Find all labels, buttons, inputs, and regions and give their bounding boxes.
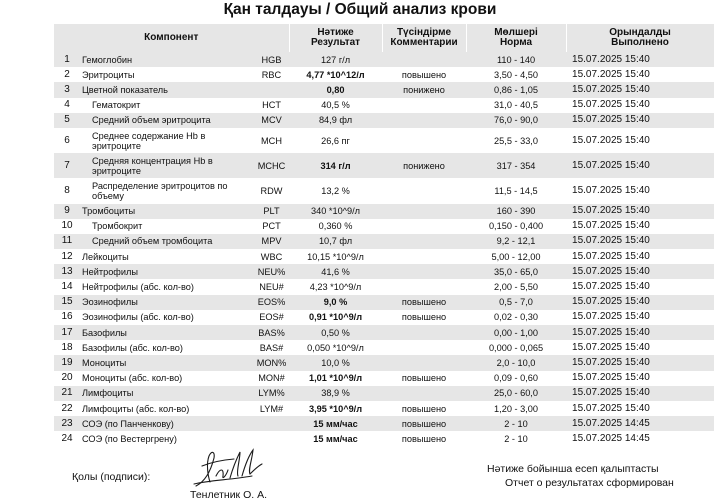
result-value: 1,01 *10^9/л: [308, 373, 363, 384]
comment: понижено: [382, 153, 466, 178]
done-date: 15.07.2025 14:45: [572, 432, 650, 444]
results-table: [54, 24, 715, 447]
row-number: 7: [54, 153, 80, 178]
component-code: MON%: [254, 355, 289, 370]
comment: [382, 340, 466, 355]
table-row: [54, 340, 714, 355]
result-value: 10,0 %: [289, 355, 382, 370]
done-date: 15.07.2025 15:40: [572, 372, 650, 384]
norm-range: 35,0 - 65,0: [466, 264, 566, 279]
result-value: 127 г/л: [289, 52, 382, 67]
component-name: Моноциты (абс. кол-во): [82, 373, 183, 384]
row-number: 8: [64, 184, 70, 196]
component-code: MCV: [254, 113, 289, 128]
row-number: 19: [54, 355, 80, 370]
row-number: 11: [54, 234, 80, 249]
norm-range: 31,0 - 40,5: [494, 100, 538, 111]
component-code: NEU#: [259, 282, 284, 293]
norm-range: 2 - 10: [504, 433, 528, 444]
norm-range: 0,150 - 0,400: [488, 221, 544, 232]
comment: [382, 113, 466, 128]
comment: [382, 279, 466, 294]
table-row: [54, 178, 714, 203]
norm-range: 9,2 - 12,1: [466, 234, 566, 249]
report-footer-kz: Нәтиже бойынша есеп қалыптасты: [487, 463, 659, 475]
comment: [382, 178, 466, 203]
row-number: 3: [54, 82, 80, 97]
header-done-kz: Орындалды: [609, 27, 671, 38]
done-date: 15.07.2025 15:40: [566, 204, 714, 219]
done-date: 15.07.2025 15:40: [566, 295, 714, 310]
component-name: Средняя концентрация Hb в эритроците: [80, 153, 254, 178]
table-row: [54, 325, 714, 340]
comment: [382, 98, 466, 113]
table-row: [54, 153, 714, 178]
norm-range: 1,20 - 3,00: [494, 403, 538, 414]
norm-range: 0,86 - 1,05: [466, 82, 566, 97]
component-name: Средний объем эритроцита: [80, 113, 254, 128]
comment: повышено: [401, 433, 447, 444]
done-date: 15.07.2025 15:40: [572, 99, 650, 111]
norm-range: 317 - 354: [466, 153, 566, 178]
result-value: 0,050 *10^9/л: [307, 342, 364, 353]
table-row: [54, 52, 714, 67]
result-value: 3,95 *10^9/л: [308, 403, 363, 414]
component-code: BAS#: [259, 342, 284, 353]
table-header-row: [54, 24, 714, 52]
comment: [382, 234, 466, 249]
table-row: [54, 234, 714, 249]
component-code: [254, 431, 289, 446]
comment: повышено: [401, 403, 447, 414]
row-number: 22: [61, 402, 73, 414]
result-value: 0,80: [289, 82, 382, 97]
component-code: EOS#: [259, 312, 284, 323]
norm-range: 2,0 - 10,0: [466, 355, 566, 370]
norm-range: 2,00 - 5,50: [494, 282, 538, 293]
done-date: 15.07.2025 15:40: [566, 153, 714, 178]
comment: [382, 325, 466, 340]
component-name: Тромбокрит: [92, 221, 143, 232]
row-number: 23: [54, 416, 80, 431]
norm-range: 160 - 390: [466, 204, 566, 219]
done-date: 15.07.2025 15:40: [566, 386, 714, 401]
result-value: 9,0 %: [289, 295, 382, 310]
row-number: 6: [64, 134, 70, 146]
table-row: [54, 310, 714, 325]
report-footer-ru: Отчет о результатах сформирован: [505, 477, 674, 489]
comment: [382, 264, 466, 279]
row-number: 9: [54, 204, 80, 219]
comment: повышено: [401, 373, 447, 384]
comment: повышено: [382, 295, 466, 310]
done-date: 15.07.2025 15:40: [566, 234, 714, 249]
header-comment-ru: Комментарии: [390, 37, 458, 48]
component-code: PCT: [262, 221, 281, 232]
comment: повышено: [401, 312, 447, 323]
table-row: [54, 264, 714, 279]
result-value: 10,7 фл: [289, 234, 382, 249]
comment: [382, 355, 466, 370]
table-row: [54, 219, 714, 234]
comment: понижено: [382, 82, 466, 97]
table-row: [54, 386, 714, 401]
table-row: [54, 82, 714, 97]
norm-range: 5,00 - 12,00: [491, 251, 541, 262]
result-value: 15 мм/час: [289, 416, 382, 431]
done-date: 15.07.2025 15:40: [572, 341, 650, 353]
component-code: [254, 416, 289, 431]
header-comment-kz: Түсіндірме: [396, 27, 452, 38]
component-code: NEU%: [254, 264, 289, 279]
result-value: 0,50 %: [289, 325, 382, 340]
component-name: Эозинофилы (абс. кол-во): [82, 312, 194, 323]
table-row: [54, 204, 714, 219]
norm-range: 0,09 - 0,60: [494, 373, 538, 384]
result-value: 314 г/л: [289, 153, 382, 178]
component-code: LYM%: [254, 386, 289, 401]
done-date: 15.07.2025 15:40: [572, 134, 650, 146]
page-title: Қан талдауы / Общий анализ крови: [223, 1, 497, 18]
row-number: 15: [54, 295, 80, 310]
row-number: 17: [54, 325, 80, 340]
row-number: 20: [61, 372, 73, 384]
result-value: 38,9 %: [289, 386, 382, 401]
component-name: Лейкоциты: [82, 251, 129, 262]
done-date: 15.07.2025 15:40: [566, 325, 714, 340]
done-date: 15.07.2025 15:40: [566, 355, 714, 370]
result-value: 41,6 %: [289, 264, 382, 279]
component-name: Среднее содержание Hb в эритроците: [92, 130, 206, 151]
result-value: 26,6 пг: [321, 135, 350, 146]
component-code: MON#: [258, 373, 285, 384]
component-name: Нейтрофилы: [80, 264, 254, 279]
row-number: 1: [54, 52, 80, 67]
component-name: Базофилы: [80, 325, 254, 340]
done-date: 15.07.2025 15:40: [572, 68, 650, 80]
component-code: WBC: [260, 251, 283, 262]
component-name: Лимфоциты (абс. кол-во): [82, 403, 190, 414]
header-result-kz: Нәтиже: [317, 27, 354, 38]
results-table-body: [54, 52, 714, 447]
table-row: [54, 355, 714, 370]
component-name: Моноциты: [80, 355, 254, 370]
header-norm-ru: Норма: [499, 37, 533, 48]
norm-range: 11,5 - 14,5: [494, 185, 538, 196]
result-value: 84,9 фл: [289, 113, 382, 128]
component-name: Средний объем тромбоцита: [80, 234, 254, 249]
component-name: Базофилы (абс. кол-во): [82, 342, 183, 353]
table-row: [54, 279, 714, 294]
row-number: 13: [54, 264, 80, 279]
row-number: 14: [61, 281, 73, 293]
result-value: 4,77 *10^12/л: [306, 69, 365, 80]
result-value: 13,2 %: [321, 185, 350, 196]
comment: [382, 249, 466, 264]
norm-range: 0,02 - 0,30: [494, 312, 538, 323]
component-code: HGB: [254, 52, 289, 67]
header-result: [289, 24, 382, 52]
component-name: Тромбоциты: [80, 204, 254, 219]
norm-range: 0,5 - 7,0: [466, 295, 566, 310]
header-comment: [382, 24, 466, 52]
comment: [382, 219, 466, 234]
signature-label: Қолы (подписи):: [72, 471, 151, 483]
done-date: 15.07.2025 15:40: [572, 250, 650, 262]
result-value: 340 *10^9/л: [289, 204, 382, 219]
row-number: 16: [61, 311, 73, 323]
done-date: 15.07.2025 15:40: [572, 402, 650, 414]
header-norm: [466, 24, 566, 52]
header-done: [566, 24, 714, 52]
row-number: 24: [61, 432, 73, 444]
row-number: 2: [64, 68, 70, 80]
row-number: 18: [61, 341, 73, 353]
done-date: 15.07.2025 15:40: [566, 264, 714, 279]
table-row: [54, 295, 714, 310]
component-name: Гемоглобин: [80, 52, 254, 67]
component-code: EOS%: [254, 295, 289, 310]
comment: повышено: [382, 416, 466, 431]
component-code: RBC: [261, 69, 282, 80]
done-date: 15.07.2025 15:40: [566, 82, 714, 97]
norm-range: 76,0 - 90,0: [466, 113, 566, 128]
comment: повышено: [401, 69, 447, 80]
component-code: BAS%: [254, 325, 289, 340]
component-code: MPV: [254, 234, 289, 249]
done-date: 15.07.2025 15:40: [572, 281, 650, 293]
component-name: Цветной показатель: [80, 82, 254, 97]
header-norm-kz: Мөлшері: [494, 27, 538, 38]
header-done-ru: Выполнено: [611, 37, 669, 48]
row-number: 4: [64, 99, 70, 111]
norm-range: 110 - 140: [466, 52, 566, 67]
header-component: Компонент: [54, 24, 289, 52]
norm-range: 0,00 - 1,00: [466, 325, 566, 340]
result-value: 4,23 *10^9/л: [309, 282, 362, 293]
row-number: 10: [61, 220, 73, 232]
norm-range: 25,5 - 33,0: [494, 135, 538, 146]
signer-name: Тенлетник О. А.: [190, 489, 267, 501]
component-name: Эритроциты: [82, 69, 135, 80]
result-value: 40,5 %: [321, 100, 350, 111]
result-value: 10,15 *10^9/л: [307, 251, 364, 262]
norm-range: 2 - 10: [466, 416, 566, 431]
done-date: 15.07.2025 15:40: [572, 184, 650, 196]
done-date: 15.07.2025 15:40: [572, 220, 650, 232]
component-code: MCHC: [254, 153, 289, 178]
result-value: 15 мм/час: [313, 433, 358, 444]
component-code: [254, 82, 289, 97]
component-name: Распределение эритроцитов по объему: [92, 180, 228, 201]
component-code: PLT: [254, 204, 289, 219]
table-row: [54, 249, 714, 264]
table-row: [54, 67, 714, 82]
done-date: 15.07.2025 15:40: [566, 52, 714, 67]
component-code: LYM#: [259, 403, 284, 414]
result-value: 0,360 %: [318, 221, 353, 232]
done-date: 15.07.2025 15:40: [572, 311, 650, 323]
norm-range: 3,50 - 4,50: [494, 69, 538, 80]
result-value: 0,91 *10^9/л: [308, 312, 363, 323]
component-name: СОЭ (по Вестергрену): [82, 433, 177, 444]
component-code: RDW: [260, 185, 283, 196]
table-row: [54, 401, 714, 416]
header-result-ru: Результат: [310, 37, 361, 48]
component-name: Эозинофилы: [80, 295, 254, 310]
norm-range: 0,000 - 0,065: [488, 342, 544, 353]
row-number: 12: [61, 250, 73, 262]
comment: [382, 386, 466, 401]
component-name: Гематокрит: [92, 100, 141, 111]
component-name: СОЭ (по Панченкову): [80, 416, 254, 431]
done-date: 15.07.2025 14:45: [566, 416, 714, 431]
table-row: [54, 128, 714, 153]
component-name: Нейтрофилы (абс. кол-во): [82, 282, 194, 293]
table-row: [54, 113, 714, 128]
handwritten-signature: [190, 446, 270, 490]
norm-range: 25,0 - 60,0: [466, 386, 566, 401]
component-code: HCT: [262, 100, 281, 111]
component-code: MCH: [261, 135, 282, 146]
comment: [382, 128, 466, 153]
table-row: [54, 371, 714, 386]
done-date: 15.07.2025 15:40: [566, 113, 714, 128]
table-row: [54, 431, 714, 446]
table-row: [54, 416, 714, 431]
comment: [382, 52, 466, 67]
row-number: 5: [54, 113, 80, 128]
table-row: [54, 98, 714, 113]
row-number: 21: [54, 386, 80, 401]
results-table-wrapper: [54, 24, 671, 447]
component-name: Лимфоциты: [80, 386, 254, 401]
comment: [382, 204, 466, 219]
